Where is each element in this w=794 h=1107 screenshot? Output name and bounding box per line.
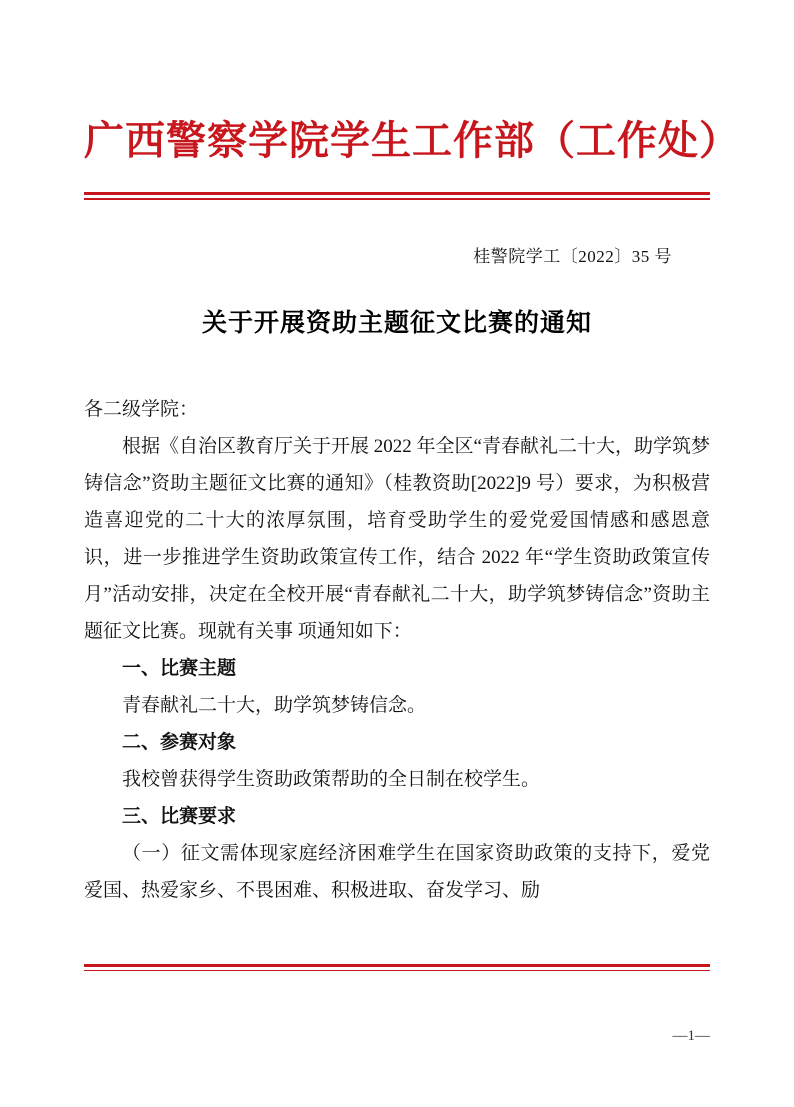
section-heading-1: 一、比赛主题	[122, 657, 237, 679]
footer-rule-thick	[84, 964, 710, 967]
footer-rule-thin	[84, 970, 710, 972]
document-number: 桂警院学工〔2022〕35 号	[473, 246, 672, 266]
organization-title: 广西警察学院学生工作部（工作处）	[84, 118, 740, 163]
section-text-3: （一）征文需体现家庭经济困难学生在国家资助政策的支持下，爱党爱国、热爱家乡、不畏困难、积极进取、奋发学习、励	[84, 843, 710, 902]
masthead-rule-thick	[84, 192, 710, 195]
section-heading-2: 二、参赛对象	[122, 731, 237, 753]
section-text-1: 青春献礼二十大，助学筑梦铸信念。	[122, 694, 427, 716]
masthead-rule-thin	[84, 198, 710, 200]
section-heading-3: 三、比赛要求	[122, 806, 237, 828]
page-number: —1—	[672, 1028, 710, 1044]
body-paragraph: 根据《自治区教育厅关于开展 2022 年全区“青春献礼二十大，助学筑梦铸信念”资助主题征文比赛的通知》（桂教资助[2022]9 号）要求，为积极营造喜迎党的二十大的浓厚氛围，培育受助学生的爱党爱国情感和感恩意识，进一步推进学生资助政策宣传工作，结合 2022 年“学生资助政策宣传月”活动安排，决定在全校开展“青春献礼二十大，助学筑梦铸信念”资助主题征文比赛。现就有关事 项通知如下：	[84, 435, 710, 642]
document-title: 关于开展资助主题征文比赛的通知	[201, 309, 592, 337]
document-body	[84, 391, 710, 910]
salutation: 各二级学院：	[84, 398, 199, 420]
section-text-2: 我校曾获得学生资助政策帮助的全日制在校学生。	[122, 768, 541, 790]
document-masthead	[84, 0, 740, 200]
